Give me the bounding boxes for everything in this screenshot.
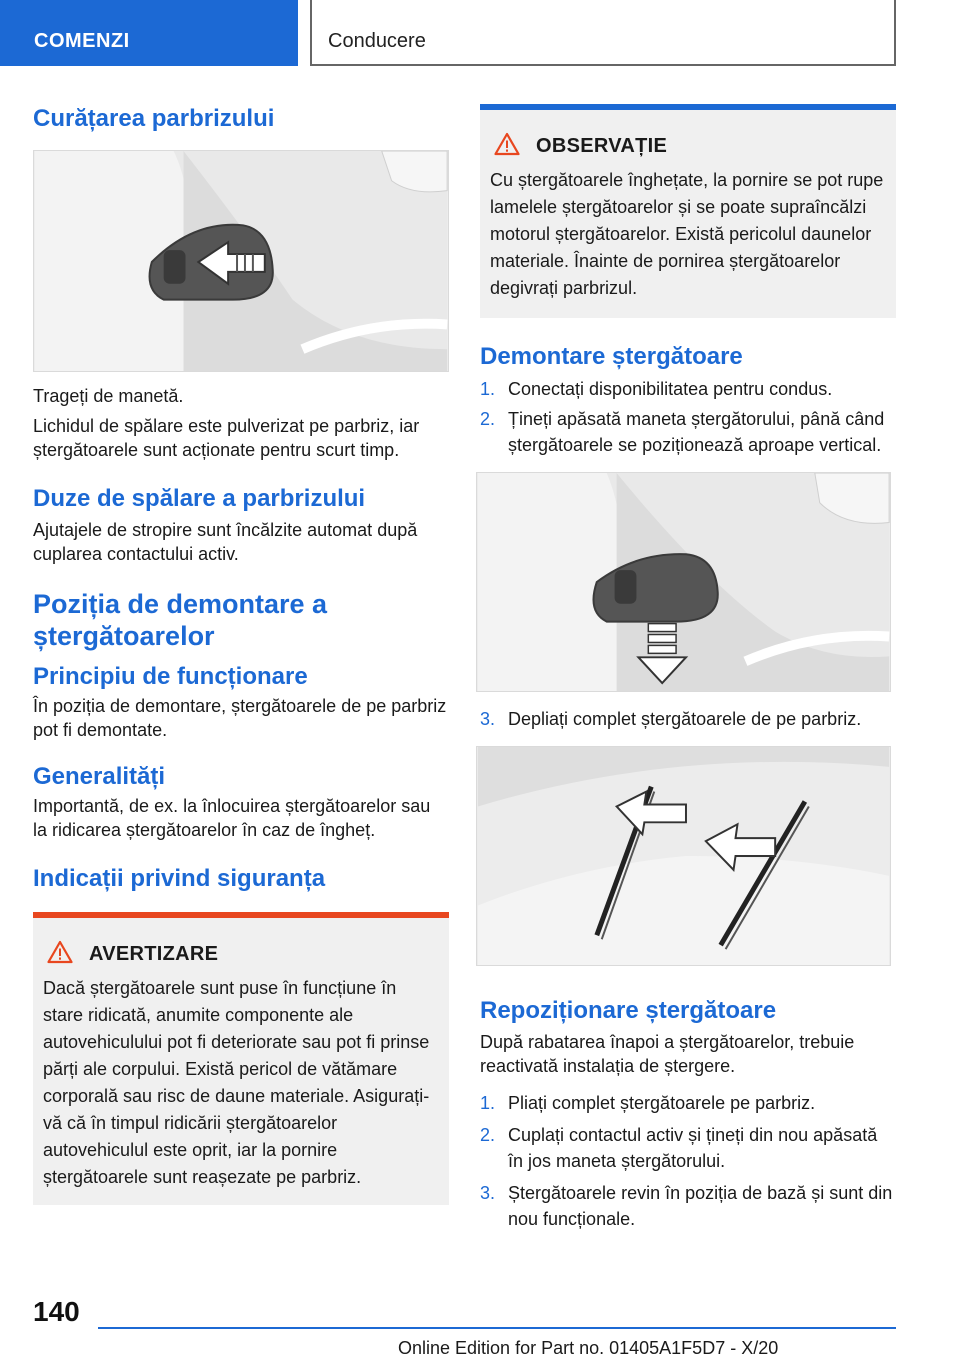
heading-safety: Indicații privind siguranța bbox=[33, 865, 326, 892]
notice-title: OBSERVAȚIE bbox=[536, 135, 668, 157]
notice-box bbox=[480, 104, 896, 318]
page-number: 140 bbox=[33, 1296, 80, 1327]
principle-description: În poziția de demontare, ștergătoarele de pe parbriz pot fi demontate. bbox=[33, 696, 447, 740]
pull-lever-text: Trageți de manetă. bbox=[33, 386, 184, 406]
chapter-title: Conducere bbox=[328, 30, 426, 52]
reposition-steps-list bbox=[480, 1090, 896, 1232]
chapter-tab bbox=[310, 0, 896, 66]
lever-push-illustration bbox=[477, 473, 890, 691]
wipers-raised-illustration bbox=[477, 747, 890, 965]
heading-general: Generalități bbox=[33, 763, 166, 790]
list-item: 1. Pliați complet ștergătoarele pe parbriz. bbox=[480, 1093, 816, 1113]
cleaning-description: Lichidul de spălare este pulverizat pe parbriz, iar ștergătoarele sunt acționate pentru scurt timp. bbox=[33, 416, 420, 460]
heading-washer-nozzles: Duze de spălare a parbrizului bbox=[33, 485, 366, 512]
warning-box bbox=[33, 912, 449, 1205]
warning-title: AVERTIZARE bbox=[89, 943, 219, 965]
list-item: 2. Cuplați contactul activ și țineți din nou apăsată în jos maneta ștergătorului. bbox=[480, 1125, 878, 1171]
reposition-description: După rabatarea înapoi a ștergătoarelor, trebuie reactivată instalația de ștergere. bbox=[480, 1032, 855, 1076]
heading-remove-wipers: Demontare ștergătoare bbox=[480, 343, 743, 370]
heading-principle: Principiu de funcționare bbox=[33, 663, 308, 690]
notice-triangle-icon bbox=[494, 132, 520, 161]
section-tab bbox=[0, 0, 298, 66]
section-title: COMENZI bbox=[34, 30, 130, 52]
warning-triangle-icon bbox=[47, 940, 73, 969]
nozzles-description: Ajutajele de stropire sunt încălzite automat după cuplarea contactului activ. bbox=[33, 520, 418, 564]
left-column bbox=[33, 100, 449, 1205]
lever-pull-illustration bbox=[34, 151, 448, 371]
edition-text: Online Edition for Part no. 01405A1F5D7 - X/20 bbox=[398, 1338, 779, 1358]
wiper-lever-push-figure bbox=[476, 472, 891, 692]
remove-steps-list-continued bbox=[480, 706, 896, 732]
heading-removal-position: Poziția de demontare a ștergătoarelor bbox=[33, 589, 328, 651]
warning-text: Dacă ștergătoarele sunt puse în funcțiune în stare ridicată, anumite componente ale autovehiculului pot fi deteriorate sau pot fi prinse părți ale corpului. Există pericol de vătămare corporală sau risc de daune materiale. Asigurați-vă că în timpul ridicării ștergătoarelor autovehiculul este oprit, iar la pornire ștergătoarele sunt reașezate pe parbriz. bbox=[43, 978, 430, 1187]
general-description: Importantă, de ex. la înlocuirea ștergătoarelor sau la ridicarea ștergătoarelor în caz de îngheț. bbox=[33, 796, 431, 840]
right-column bbox=[480, 100, 896, 1232]
wiper-lever-pull-figure bbox=[33, 150, 449, 372]
list-item: 1. Conectați disponibilitatea pentru condus. bbox=[480, 379, 833, 399]
list-item: 2. Țineți apăsată maneta ștergătorului, până când ștergătoarele se poziționează aproape vertical. bbox=[480, 409, 885, 455]
list-item: 3. Depliați complet ștergătoarele de pe parbriz. bbox=[480, 709, 862, 729]
heading-windshield-cleaning: Curățarea parbrizului bbox=[33, 105, 275, 132]
list-item: 3. Ștergătoarele revin în poziția de bază și sunt din nou funcționale. bbox=[480, 1183, 893, 1229]
footer-divider bbox=[98, 1327, 896, 1329]
heading-reposition-wipers: Repoziționare ștergătoare bbox=[480, 997, 777, 1024]
remove-steps-list bbox=[480, 376, 896, 458]
wipers-raised-figure bbox=[476, 746, 891, 966]
notice-text: Cu ștergătoarele înghețate, la pornire se pot rupe lamelele ștergătoarelor și se poate supraîncălzi motorul ștergătoarelor. Există pericolul daunelor materiale. Înainte de pornirea ștergătoarelor degivrați parbrizul. bbox=[490, 170, 884, 298]
